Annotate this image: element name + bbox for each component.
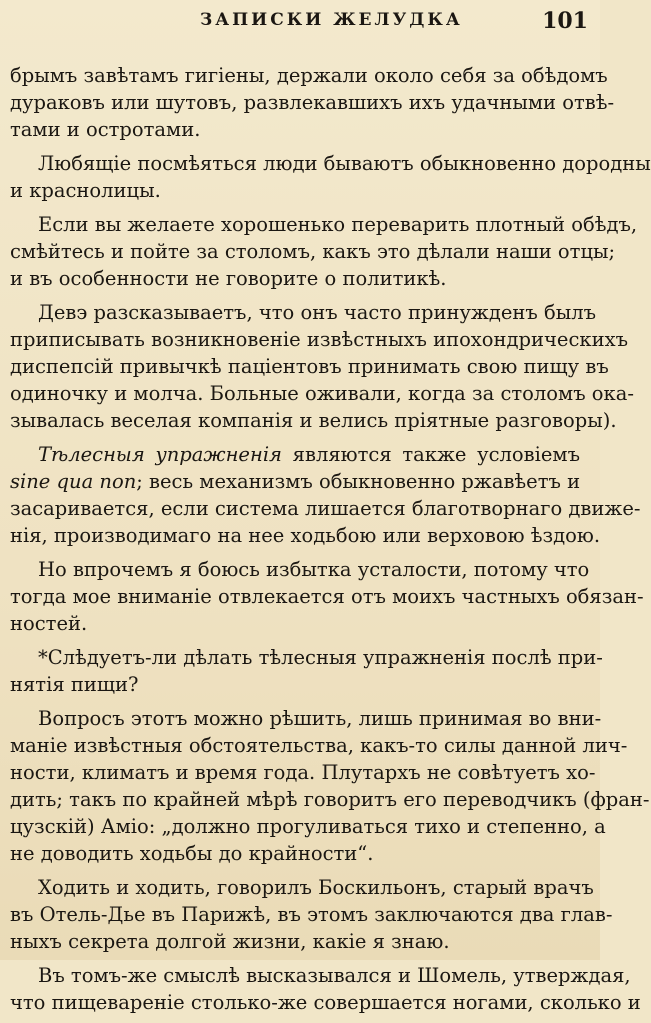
text-line: ностей. xyxy=(10,612,88,635)
running-head xyxy=(0,8,600,38)
text-line: диспепсій привычкѣ паціентовъ принимать свою пищу въ xyxy=(10,355,609,378)
text-line: тами и остротами. xyxy=(10,118,201,141)
text-line: Ходить и ходить, говорилъ Боскильонъ, старый врачъ xyxy=(38,876,594,899)
text-line: зывалась веселая компанія и велись пріятные разговоры). xyxy=(10,409,617,432)
paragraph-10 xyxy=(10,962,641,1016)
text-line: Если вы желаете хорошенько переварить плотный обѣдъ, xyxy=(38,213,638,236)
text-line: Въ томъ-же смыслѣ высказывался и Шомель, утверждая, xyxy=(38,964,631,987)
text-line: и въ особенности не говорите о политикѣ. xyxy=(10,267,447,290)
paragraph-5 xyxy=(10,441,641,549)
text-line: приписывать возникновеніе извѣстныхъ ипохондрическихъ xyxy=(10,328,628,351)
paragraph-7 xyxy=(10,644,603,698)
text-line: дураковъ или шутовъ, развлекавшихъ ихъ удачными отвѣ- xyxy=(10,91,615,114)
text-run: являются также условіемъ xyxy=(281,443,580,466)
text-line: нятія пищи? xyxy=(10,673,139,696)
text-line: Вопросъ этотъ можно рѣшить, лишь принимая во вни- xyxy=(38,707,602,730)
italic-term: Тѣлесныя упражненія xyxy=(38,443,282,466)
text-line: брымъ завѣтамъ гигіены, держали около себя за обѣдомъ xyxy=(10,64,608,87)
paragraph-9 xyxy=(10,874,613,955)
text-line xyxy=(10,441,580,468)
text-line: ности, климатъ и время года. Плутархъ не совѣтуетъ хо- xyxy=(10,761,596,784)
running-title: ЗАПИСКИ ЖЕЛУДКА xyxy=(200,10,463,30)
text-line: маніе извѣстныя обстоятельства, какъ-то силы данной лич- xyxy=(10,734,628,757)
text-line: цузскій) Аміо: „должно прогуливаться тихо и степенно, а xyxy=(10,815,606,838)
text-line: Девэ разсказываетъ, что онъ часто принужденъ былъ xyxy=(38,301,597,324)
text-line: Но впрочемъ я боюсь избытка усталости, потому что xyxy=(38,558,590,581)
text-line: одиночку и молча. Больные оживали, когда за столомъ ока- xyxy=(10,382,634,405)
text-line: ныхъ секрета долгой жизни, какіе я знаю. xyxy=(10,930,450,953)
paragraph-4 xyxy=(10,299,634,434)
text-line: *Слѣдуетъ-ли дѣлать тѣлесныя упражненія послѣ при- xyxy=(38,646,603,669)
text-line: нія, производимаго на нее ходьбою или верховою ѣздою. xyxy=(10,524,601,547)
text-line: засаривается, если система лишается благотворнаго движе- xyxy=(10,497,641,520)
text-line: не доводить ходьбы до крайности“. xyxy=(10,842,374,865)
text-line: тогда мое вниманіе отвлекается отъ моихъ частныхъ обязан- xyxy=(10,585,644,608)
paragraph-8 xyxy=(10,705,650,867)
paragraph-3 xyxy=(10,211,638,292)
text-run: ; весь механизмъ обыкновенно ржавѣетъ и xyxy=(136,470,581,493)
paragraph-1 xyxy=(10,62,615,143)
text-line: дить; такъ по крайней мѣрѣ говоритъ его переводчикъ (фран- xyxy=(10,788,650,811)
paragraph-6 xyxy=(10,556,644,637)
text-line: и краснолицы. xyxy=(10,179,161,202)
text-line xyxy=(10,468,580,495)
latin-term: sine qua non xyxy=(10,470,137,493)
page-body xyxy=(10,62,651,1023)
text-line: Любящіе посмѣяться люди бываютъ обыкновенно дородны xyxy=(38,152,651,175)
text-line: въ Отель-Дье въ Парижѣ, въ этомъ заключаются два глав- xyxy=(10,903,613,926)
text-line: что пищевареніе столько-же совершается ногами, сколько и xyxy=(10,991,641,1014)
text-line: смѣйтесь и пойте за столомъ, какъ это дѣлали наши отцы; xyxy=(10,240,616,263)
paragraph-2 xyxy=(10,150,651,204)
page-number: 101 xyxy=(542,8,588,34)
